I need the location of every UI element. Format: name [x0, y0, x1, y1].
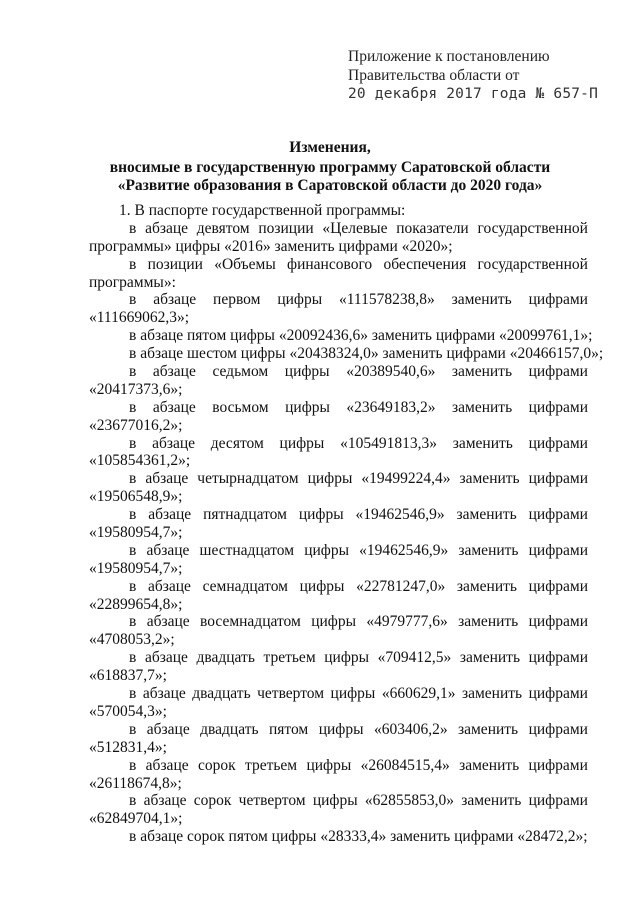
word: цифрами	[528, 434, 588, 452]
body-line: «26118674,8»;	[89, 774, 182, 792]
body-line	[89, 435, 588, 453]
word: «20389540,6»	[346, 363, 436, 381]
word: цифры	[304, 541, 349, 559]
word: «19462546,9»	[355, 506, 445, 524]
word: в	[129, 470, 137, 488]
word: пятнадцатом	[203, 506, 287, 524]
word: позиции	[147, 255, 203, 273]
word: двадцать	[192, 685, 251, 703]
document-title: Изменения,	[289, 139, 371, 156]
body-line: 1. В паспорте государственной программы:	[119, 202, 406, 219]
word: цифрами	[528, 649, 588, 667]
word: абзаце	[145, 470, 189, 488]
word: третьем	[263, 649, 316, 667]
word: заменить	[461, 792, 522, 810]
word: «22781247,0»	[356, 577, 446, 595]
word: показатели	[396, 219, 469, 237]
word: цифрами	[528, 470, 588, 488]
word: государственной	[477, 219, 588, 237]
word: семнадцатом	[202, 577, 288, 595]
word: цифрами	[528, 541, 588, 559]
word: в	[129, 792, 137, 810]
body-line	[89, 685, 588, 703]
body-line: «570054,3»;	[89, 702, 167, 720]
body-line	[89, 256, 588, 274]
word: девятом	[196, 219, 250, 237]
body-line	[89, 470, 588, 488]
word: седьмом	[212, 363, 269, 381]
word: цифры	[277, 291, 323, 309]
approval-header	[348, 47, 608, 104]
word: цифры	[306, 756, 352, 774]
body-line: «20417373,6»;	[89, 380, 183, 398]
approval-line-1: Приложение к постановлению	[348, 48, 550, 65]
word: четвертом	[257, 685, 325, 703]
word: «Целевые	[322, 219, 388, 237]
word: цифрами	[528, 398, 588, 416]
word: в	[129, 577, 137, 595]
body-line: программы» цифры «2016» заменить цифрами «2020»;	[89, 237, 453, 255]
word: абзаце	[152, 363, 196, 381]
body-line	[89, 506, 588, 524]
word: заменить	[459, 649, 521, 667]
word: «26084515,4»	[360, 756, 450, 774]
word: цифрами	[528, 363, 588, 381]
word: в	[129, 398, 137, 416]
word: в	[129, 649, 137, 667]
word: абзаце	[152, 398, 196, 416]
word: «111578238,8»	[339, 291, 435, 309]
body-line: «22899654,8»;	[89, 595, 183, 613]
body-line: в абзаце сорок пятом цифры «28333,4» заменить цифрами «28472,2»;	[129, 828, 588, 846]
body-line	[89, 542, 588, 560]
body-line: «19580954,7»;	[89, 524, 183, 542]
word: заменить	[456, 506, 517, 524]
document-subtitle-1: вносимые в государственную программу Саратовской области	[109, 159, 551, 176]
word: «4979777,6»	[366, 613, 448, 631]
word: заменить	[458, 720, 519, 738]
word: абзаце	[145, 219, 189, 237]
body-line: в абзаце шестом цифры «20438324,0» заменить цифрами «20466157,0»;	[129, 345, 604, 363]
word: заменить	[459, 470, 520, 488]
word: заменить	[451, 363, 513, 381]
word: в	[129, 685, 137, 703]
word: цифры	[311, 613, 356, 631]
word: заменить	[461, 685, 523, 703]
body-line: «62849704,1»;	[89, 810, 183, 828]
word: цифры	[330, 685, 376, 703]
word: в	[129, 756, 137, 774]
word: заменить	[452, 398, 513, 416]
body-line: в абзаце пятом цифры «20092436,6» заменить цифрами «20099761,1»;	[129, 327, 593, 345]
word: в	[129, 613, 137, 631]
word: «23649183,2»	[346, 398, 436, 416]
word: сорок	[197, 756, 236, 774]
word: цифрами	[528, 506, 588, 524]
body-line	[89, 721, 588, 739]
word: в	[129, 506, 137, 524]
word: цифры	[285, 398, 330, 416]
word: десятом	[210, 434, 264, 452]
document-subtitle-2: «Развитие образования в Саратовской области до 2020 года»	[117, 177, 543, 194]
word: цифрами	[528, 720, 588, 738]
body-line	[89, 578, 588, 596]
word: заменить	[458, 613, 519, 631]
body-line	[89, 792, 588, 810]
word: «603406,2»	[373, 720, 448, 738]
body-line: «512831,4»;	[89, 738, 167, 756]
word: заменить	[452, 434, 513, 452]
body-line: «19580954,7»;	[89, 559, 183, 577]
body-line: программы»:	[89, 273, 176, 291]
body-line	[89, 220, 588, 238]
word: «660629,1»	[381, 685, 456, 703]
body-line	[89, 613, 588, 631]
word: заменить	[458, 541, 519, 559]
word: абзаце	[142, 685, 186, 703]
word: позиции	[258, 219, 314, 237]
word: двадцать	[200, 720, 259, 738]
word: «19499224,4»	[361, 470, 451, 488]
word: абзаце	[146, 541, 190, 559]
word: восьмом	[212, 398, 269, 416]
word: государственной	[477, 255, 588, 273]
word: финансового	[287, 255, 373, 273]
word: цифрами	[528, 685, 588, 703]
word: в	[129, 255, 137, 273]
body-line	[89, 291, 588, 309]
word: «709412,5»	[377, 649, 452, 667]
word: сорок	[193, 792, 232, 810]
word: в	[129, 219, 137, 237]
word: в	[129, 291, 137, 309]
word: в	[129, 434, 137, 452]
word: цифры	[298, 506, 344, 524]
word: третьем	[244, 756, 298, 774]
word: «62855853,0»	[364, 792, 454, 810]
word: цифрами	[528, 613, 588, 631]
word: цифры	[312, 792, 358, 810]
body-line: «105854361,2»;	[89, 452, 191, 470]
body-line	[89, 649, 588, 667]
word: пятом	[268, 720, 309, 738]
word: заменить	[459, 756, 520, 774]
body-line: «111669062,3»;	[89, 309, 190, 327]
body-line: «19506548,9»;	[89, 488, 183, 506]
word: первом	[213, 291, 261, 309]
body-line	[89, 757, 588, 775]
word: абзаце	[146, 720, 190, 738]
word: цифры	[284, 363, 330, 381]
word: в	[129, 720, 137, 738]
word: «19462546,9»	[359, 541, 449, 559]
word: цифры	[318, 720, 364, 738]
word: абзаце	[145, 756, 189, 774]
word: в	[129, 363, 137, 381]
word: шестнадцатом	[199, 541, 295, 559]
body-line: «23677016,2»;	[89, 416, 183, 434]
word: абзаце	[152, 434, 196, 452]
approval-date-line: 20 декабря 2017 года № 657-П	[348, 86, 599, 102]
body-line: «4708053,2»;	[89, 631, 175, 649]
word: цифрами	[528, 291, 588, 309]
word: абзаце	[148, 506, 192, 524]
word: абзаце	[144, 649, 188, 667]
word: цифрами	[528, 577, 588, 595]
word: восемнадцатом	[200, 613, 301, 631]
word: абзаце	[146, 613, 190, 631]
word: обеспечения	[383, 255, 467, 273]
word: «105491813,3»	[340, 434, 437, 452]
word: цифры	[299, 577, 345, 595]
body-line: «618837,7»;	[89, 667, 167, 685]
word: цифры	[324, 649, 370, 667]
body-line	[89, 399, 588, 417]
word: абзаце	[153, 291, 197, 309]
word: цифры	[307, 470, 353, 488]
word: в	[129, 541, 137, 559]
word: двадцать	[196, 649, 255, 667]
word: заменить	[451, 291, 512, 309]
word: абзаце	[147, 577, 191, 595]
word: четвертом	[238, 792, 306, 810]
word: «Объемы	[214, 255, 276, 273]
word: цифры	[279, 434, 325, 452]
document-body	[89, 202, 604, 846]
word: четырнадцатом	[197, 470, 299, 488]
word: абзаце	[143, 792, 187, 810]
word: заменить	[456, 577, 517, 595]
word: цифрами	[528, 756, 588, 774]
body-line	[89, 363, 588, 381]
word: цифрами	[528, 792, 588, 810]
approval-line-2: Правительства области от	[348, 67, 520, 84]
